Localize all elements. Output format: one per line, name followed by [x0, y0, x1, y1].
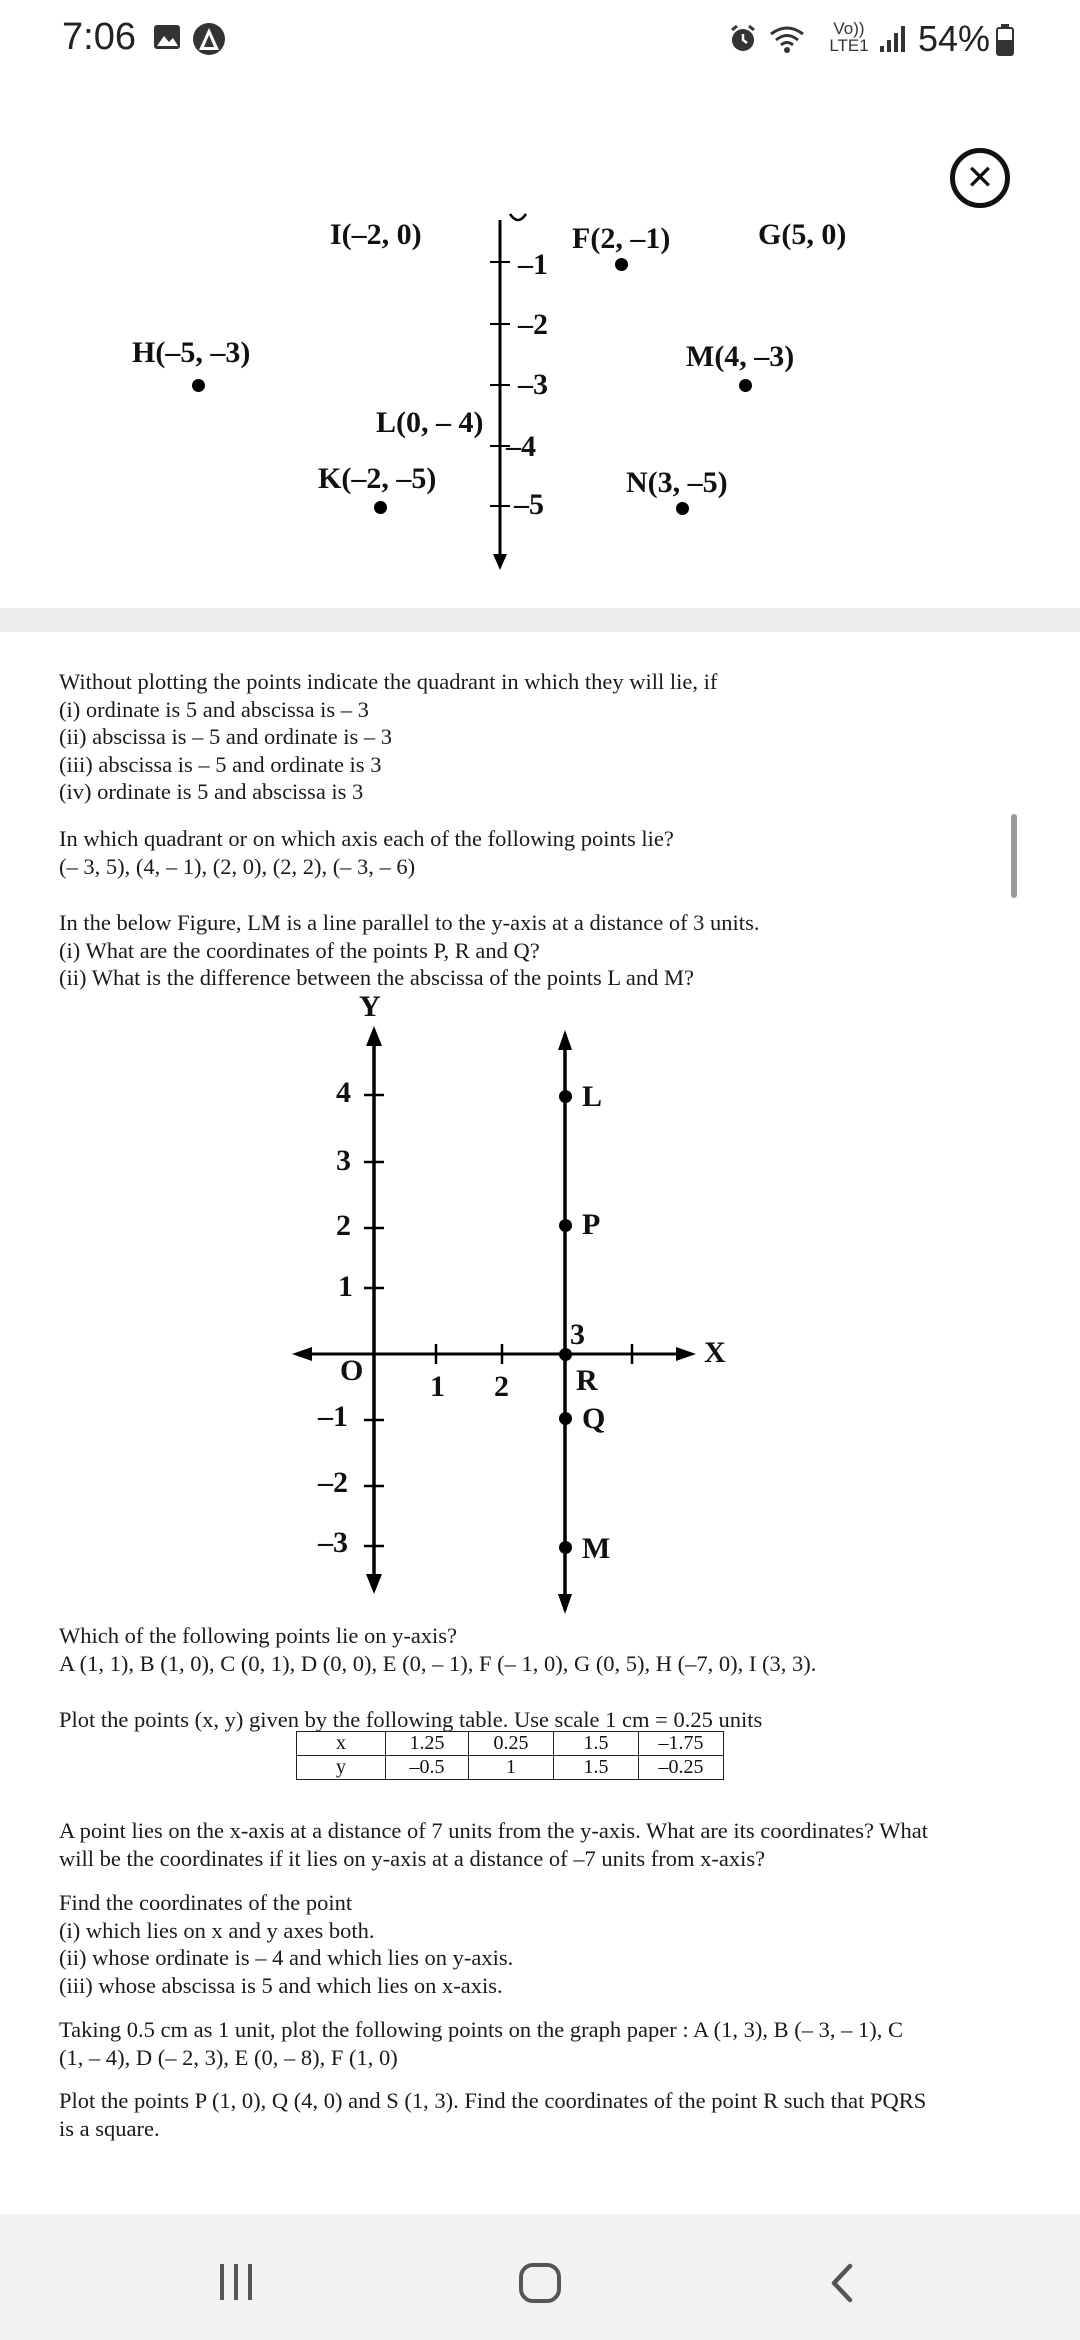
- text-line: Taking 0.5 cm as 1 unit, plot the following points on the graph paper : A (1, 3), B (– 3, – 1), C: [59, 2017, 903, 2042]
- table-cell: 1.25: [386, 1732, 469, 1756]
- table-cell: 0.25: [469, 1732, 554, 1756]
- point-p: [559, 1219, 572, 1232]
- alarm-icon: [728, 24, 758, 59]
- text-line: In which quadrant or on which axis each of the following points lie?: [59, 826, 674, 851]
- tick-label: –2: [518, 308, 548, 341]
- point-label-g: G(5, 0): [758, 218, 847, 251]
- table-cell: –0.5: [386, 1756, 469, 1780]
- text-line: (i) What are the coordinates of the points P, R and Q?: [59, 937, 540, 963]
- text-line: A point lies on the x-axis at a distance of 7 units from the y-axis. What are its coordinates? What: [59, 1818, 928, 1843]
- point-label-i: I(–2, 0): [330, 218, 422, 251]
- close-button[interactable]: [950, 148, 1010, 208]
- point-label-f: F(2, –1): [572, 222, 671, 255]
- point-label-l: L(0, – 4): [376, 406, 484, 439]
- tick-label: –3: [318, 1526, 348, 1559]
- table-cell: 1.5: [554, 1732, 639, 1756]
- point-l: [559, 1090, 572, 1103]
- text-line: A (1, 1), B (1, 0), C (0, 1), D (0, 0), E (0, – 1), F (– 1, 0), G (0, 5), H (–7, 0), I (3, 3).: [59, 1650, 817, 1676]
- question-1: [59, 668, 717, 806]
- network-label: Vo)) LTE1: [829, 19, 869, 55]
- text-line: Without plotting the points indicate the quadrant in which they will lie, if: [59, 669, 718, 694]
- point-label-m: M: [582, 1532, 611, 1565]
- point-label-n: N(3, –5): [626, 466, 728, 499]
- battery-icon: [996, 24, 1014, 61]
- point-m: [739, 379, 752, 392]
- tick-label: 1: [338, 1270, 353, 1303]
- text-line: Find the coordinates of the point: [59, 1890, 353, 1915]
- table-cell: x: [297, 1732, 386, 1756]
- tick-label: –1: [518, 248, 548, 281]
- back-icon: [826, 2262, 856, 2304]
- back-button[interactable]: [826, 2262, 856, 2309]
- home-icon: [518, 2262, 562, 2304]
- tick-label: –3: [518, 368, 548, 401]
- point-label-h: H(–5, –3): [132, 336, 251, 369]
- tick-label: 2: [336, 1209, 351, 1242]
- text-line: (iii) abscissa is – 5 and ordinate is 3: [59, 751, 382, 777]
- point-label-m: M(4, –3): [686, 340, 795, 373]
- points-table: [296, 1731, 724, 1780]
- text-line: In the below Figure, LM is a line parallel to the y-axis at a distance of 3 units.: [59, 910, 760, 935]
- origin-label: O: [340, 1354, 364, 1387]
- text-line: (ii) abscissa is – 5 and ordinate is – 3: [59, 724, 393, 749]
- point-label-k: K(–2, –5): [318, 462, 437, 495]
- text-line: Which of the following points lie on y-axis?: [59, 1623, 458, 1648]
- figure-lm-axes: [0, 1000, 1080, 1630]
- tick-label: 3: [336, 1144, 351, 1177]
- battery-percentage: 54%: [918, 18, 991, 59]
- text-line: (ii) What is the difference between the abscissa of the points L and M?: [59, 965, 694, 990]
- wifi-icon: [768, 24, 806, 59]
- text-line: is a square.: [59, 2115, 160, 2141]
- point-q: [559, 1412, 572, 1425]
- table-cell: y: [297, 1756, 386, 1780]
- text-line: (ii) whose ordinate is – 4 and which lies on y-axis.: [59, 1945, 514, 1970]
- tick-label: –4: [506, 430, 536, 463]
- text-line: (i) ordinate is 5 and abscissa is – 3: [59, 696, 369, 722]
- point-label-r: R: [576, 1364, 598, 1397]
- status-bar: [0, 0, 1080, 80]
- table-cell: 1.5: [554, 1756, 639, 1780]
- text-line: will be the coordinates if it lies on y-axis at a distance of –7 units from x-axis?: [59, 1845, 766, 1871]
- home-button[interactable]: [518, 2262, 562, 2309]
- app-notification-icon: [192, 22, 226, 61]
- question-5: [59, 1706, 762, 1734]
- text-line: (1, – 4), D (– 2, 3), E (0, – 8), F (1, 0): [59, 2044, 398, 2070]
- point-label-q: Q: [582, 1402, 606, 1435]
- question-9: [59, 2087, 926, 2142]
- question-7: [59, 1889, 513, 1999]
- recent-apps-button[interactable]: [214, 2262, 258, 2307]
- navigation-bar: [0, 2214, 1080, 2340]
- table-cell: –0.25: [639, 1756, 724, 1780]
- text-line: Plot the points (x, y) given by the following table. Use scale 1 cm = 0.25 units: [59, 1707, 763, 1732]
- table-row: [297, 1756, 724, 1780]
- signal-icon: [878, 24, 908, 59]
- text-line: Plot the points P (1, 0), Q (4, 0) and S (1, 3). Find the coordinates of the point R such that PQRS: [59, 2088, 927, 2113]
- tick-label: 4: [336, 1076, 351, 1109]
- point-n: [676, 502, 689, 515]
- gallery-icon: [152, 22, 182, 57]
- recent-apps-icon: [214, 2262, 258, 2302]
- axis-label-y: Y: [359, 990, 381, 1023]
- tick-label: –2: [318, 1466, 348, 1499]
- tick-label: –5: [514, 488, 544, 521]
- scrollbar[interactable]: [1011, 814, 1017, 898]
- text-line: (iv) ordinate is 5 and abscissa is 3: [59, 779, 364, 804]
- question-3: [59, 909, 759, 992]
- question-4: [59, 1622, 816, 1677]
- table-row: [297, 1732, 724, 1756]
- tick-label: 3: [570, 1318, 585, 1351]
- section-divider: [0, 608, 1080, 632]
- tick-label: –1: [318, 1400, 348, 1433]
- close-icon: ✕: [965, 158, 995, 198]
- table-cell: –1.75: [639, 1732, 724, 1756]
- table-cell: 1: [469, 1756, 554, 1780]
- point-label-l: L: [582, 1080, 603, 1113]
- question-6: [59, 1817, 928, 1872]
- clock: 7:06: [62, 16, 136, 58]
- tick-label: 2: [494, 1370, 509, 1403]
- point-h: [192, 379, 205, 392]
- question-2: [59, 825, 674, 880]
- text-line: (iii) whose abscissa is 5 and which lies on x-axis.: [59, 1972, 503, 1998]
- tick-label: 1: [430, 1370, 445, 1403]
- text-line: (– 3, 5), (4, – 1), (2, 0), (2, 2), (– 3, – 6): [59, 853, 416, 879]
- question-8: [59, 2016, 903, 2071]
- text-line: (i) which lies on x and y axes both.: [59, 1917, 375, 1943]
- point-m2: [559, 1541, 572, 1554]
- axis-label-x: X: [704, 1336, 726, 1369]
- point-label-p: P: [582, 1208, 601, 1241]
- point-k: [374, 501, 387, 514]
- point-f: [615, 258, 628, 271]
